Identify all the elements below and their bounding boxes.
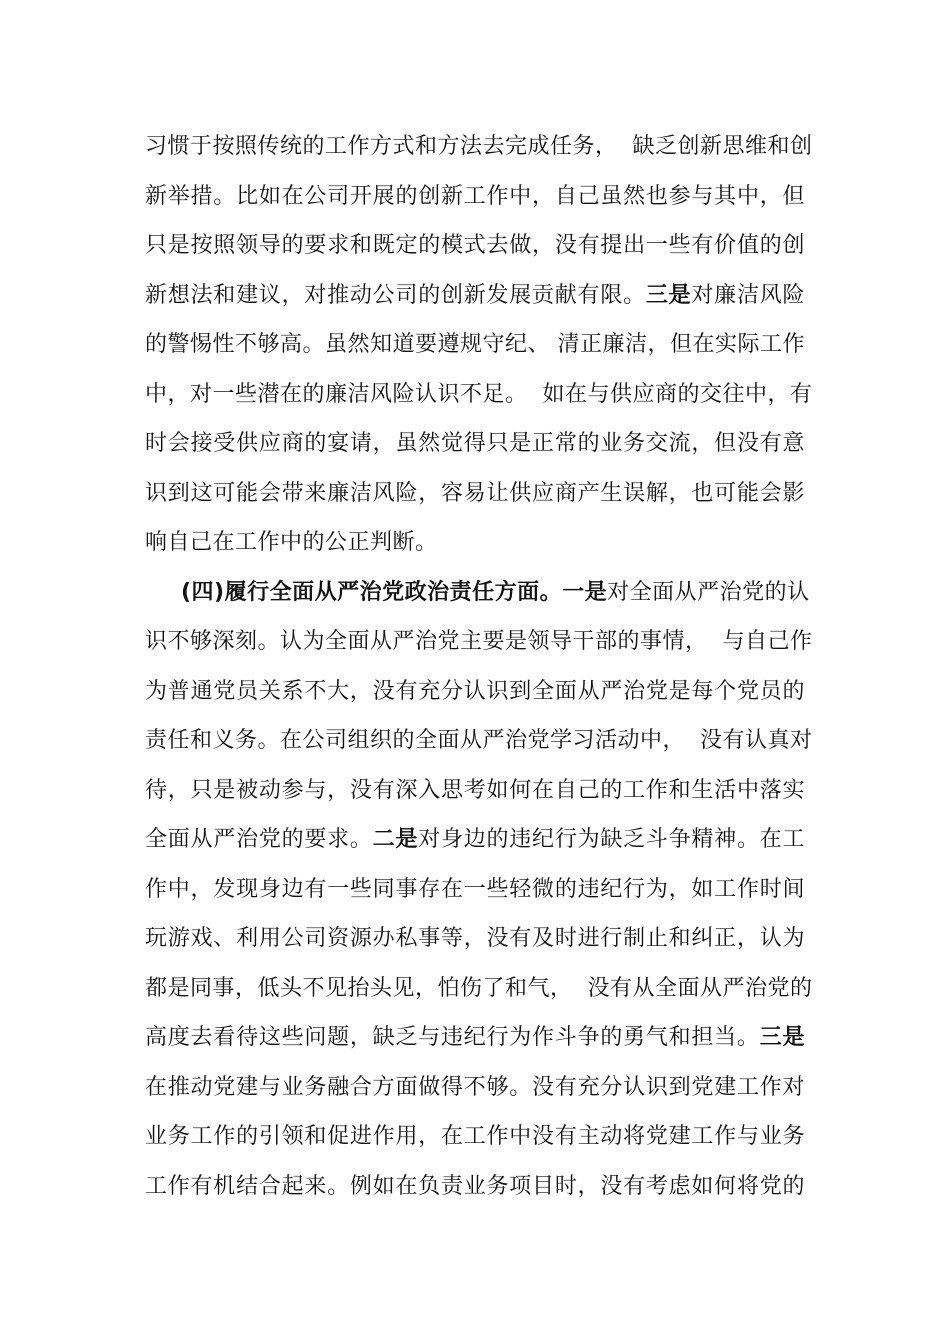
text-line (145, 180, 805, 214)
text-line (145, 279, 805, 313)
bold-text-segment: 三是 (645, 282, 692, 308)
text-line (145, 873, 805, 907)
text-segment: 识不够深刻。认为全面从严治党主要是领导干部的事情， 与自己作 (145, 629, 813, 654)
text-segment: 业务工作的引领和促进作用，在工作中没有主动将党建工作与业务 (145, 1124, 805, 1149)
bold-text-segment: 二是 (372, 827, 419, 852)
text-segment: 在推动党建与业务融合方面做得不够。没有充分认识到党建工作对 (145, 1074, 805, 1100)
text-line (145, 922, 805, 956)
text-line (145, 774, 805, 808)
text-segment: 习惯于按照传统的工作方式和方法去完成任务， 缺乏创新思维和创 (145, 134, 813, 159)
text-segment: 责任和义务。在公司组织的全面从严治党学习活动中， 没有认真对 (145, 728, 813, 753)
bold-text-segment: 一是 (562, 579, 608, 605)
text-line (145, 526, 805, 560)
text-line (145, 625, 813, 659)
text-segment: 为普通党员关系不大，没有充分认识到全面从严治党是每个党员的 (145, 678, 805, 704)
text-segment: 对身边的违纪行为缺乏斗争精神。在工 (418, 827, 805, 852)
text-segment: 只是按照领导的要求和既定的模式去做，没有提出一些有价值的创 (145, 233, 805, 258)
text-segment: 对全面从严治党的认 (607, 579, 810, 605)
text-segment: 待，只是被动参与，没有深入思考如何在自己的工作和生活中落实 (145, 777, 805, 803)
text-line (145, 972, 813, 1006)
text-line (145, 229, 805, 263)
text-segment: 新想法和建议，对推动公司的创新发展贡献有限。 (145, 282, 646, 308)
text-segment: 工作有机结合起来。例如在负责业务项目时，没有考虑如何将党的 (145, 1173, 805, 1199)
text-line (181, 576, 810, 610)
text-segment: 响自己在工作中的公正判断。 (145, 530, 438, 555)
text-line (145, 724, 813, 758)
text-line (145, 1071, 805, 1105)
text-segment: 全面从严治党的要求。 (145, 827, 373, 852)
text-line (145, 675, 805, 709)
text-line (145, 823, 805, 857)
text-line (145, 1120, 805, 1154)
text-line (145, 328, 805, 362)
text-line (145, 477, 805, 511)
text-line (145, 1170, 805, 1204)
text-segment: 高度去看待这些问题，缺乏与违纪行为作斗争的勇气和担当。 (145, 1025, 760, 1050)
text-segment: 识到这可能会带来廉洁风险，容易让供应商产生误解，也可能会影 (145, 480, 805, 506)
text-segment: 玩游戏、利用公司资源办私事等，没有及时进行制止和纠正，认为 (145, 926, 805, 951)
bold-text-segment: 三是 (759, 1025, 805, 1050)
text-segment: 对廉洁风险 (691, 282, 805, 308)
text-segment: 新举措。比如在公司开展的创新工作中，自己虽然也参与其中，但 (145, 183, 805, 209)
text-segment: 都是同事，低头不见抬头见，怕伤了和气， 没有从全面从严治党的 (145, 975, 813, 1001)
text-line (145, 1021, 805, 1055)
text-line (145, 427, 805, 461)
text-segment: 作中，发现身边有一些同事存在一些轻微的违纪行为，如工作时间 (145, 876, 805, 902)
text-segment: 中，对一些潜在的廉洁风险认识不足。 如在与供应商的交往中，有 (145, 381, 813, 407)
text-segment: 的警惕性不够高。虽然知道要遵规守纪、 清正廉洁，但在实际工作 (145, 332, 805, 357)
bold-text-segment: (四)履行全面从严治党政治责任方面。 (181, 579, 563, 605)
text-segment: 时会接受供应商的宴请，虽然觉得只是正常的业务交流，但没有意 (145, 431, 805, 456)
text-line (145, 378, 813, 412)
text-line (145, 130, 813, 164)
